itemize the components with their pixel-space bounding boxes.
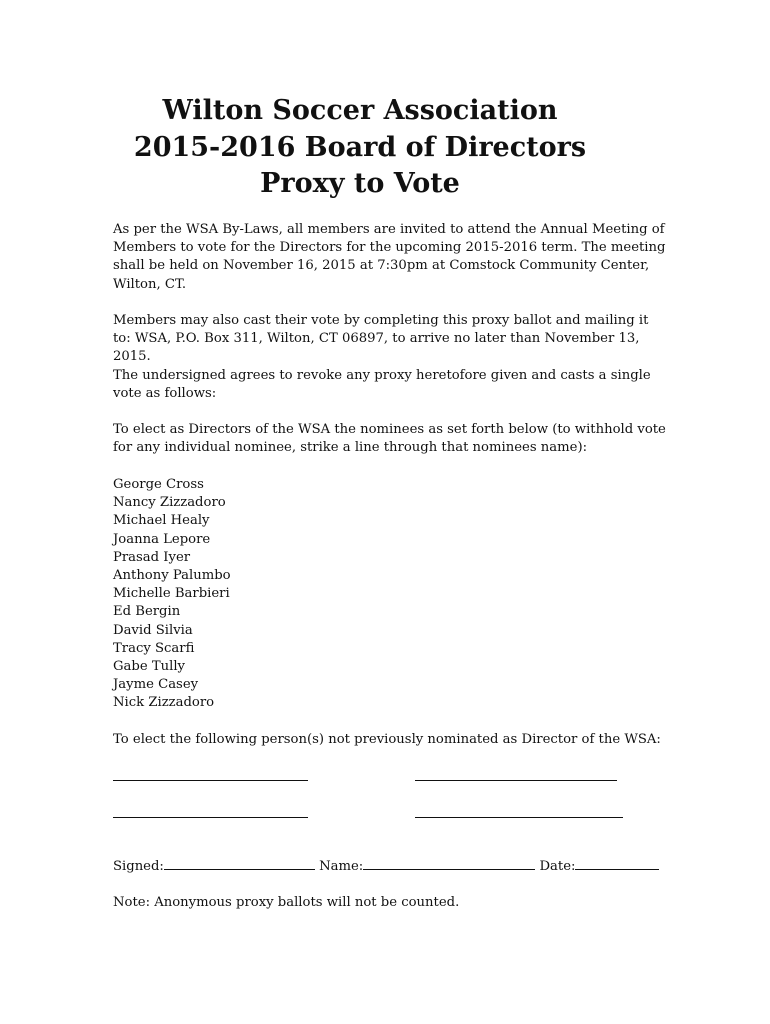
revoke-paragraph: The undersigned agrees to revoke any proxy heretofore given and casts a single vote as follows: <box>113 368 651 402</box>
nominee-name: Nancy Zizzadoro <box>113 495 226 511</box>
title-proxy: Proxy to Vote <box>260 168 460 199</box>
write-in-line-2[interactable] <box>415 780 617 781</box>
title-organization: Wilton Soccer Association <box>162 95 558 126</box>
date-label: Date: <box>539 859 576 874</box>
signed-field[interactable] <box>164 857 315 870</box>
nominee-name: Nick Zizzadoro <box>113 695 215 711</box>
write-in-line-1[interactable] <box>113 780 308 781</box>
nominee-name: Michael Healy <box>113 513 210 529</box>
signature-row <box>113 857 659 876</box>
nominee-list <box>113 476 231 713</box>
nominee-name: Jayme Casey <box>113 677 199 693</box>
signed-label: Signed: <box>113 859 164 874</box>
nominee-name: Prasad Iyer <box>113 549 191 565</box>
nominee-name: Ed Bergin <box>113 604 181 620</box>
date-field[interactable] <box>575 857 659 870</box>
intro-paragraph: As per the WSA By-Laws, all members are invited to attend the Annual Meeting of Members to vote for the Directors for the upcoming 2015-2016 term. The meeting shall be held on November 16, 2015 at 7:30pm at Comstock Community Center, Wilton, CT. <box>113 222 666 292</box>
write-in-line-3[interactable] <box>113 817 308 818</box>
nominee-name: Gabe Tully <box>113 659 186 675</box>
write-in-paragraph: To elect the following person(s) not previously nominated as Director of the WSA: <box>113 732 661 747</box>
write-in-line-4[interactable] <box>415 817 623 818</box>
name-field[interactable] <box>363 857 535 870</box>
nominee-name: David Silvia <box>113 622 193 638</box>
nominee-name: Anthony Palumbo <box>113 568 231 584</box>
document-title <box>100 93 620 203</box>
title-board-term: 2015-2016 Board of Directors <box>133 131 587 163</box>
nominee-name: George Cross <box>113 477 204 492</box>
nominee-name: Tracy Scarfi <box>113 640 195 656</box>
mailing-paragraph: Members may also cast their vote by completing this proxy ballot and mailing it to: WSA, P.O. Box 311, Wilton, CT 06897, to arrive no later than November 13, 2015. <box>113 313 649 365</box>
anonymous-note: Note: Anonymous proxy ballots will not be counted. <box>113 895 460 910</box>
elect-paragraph: To elect as Directors of the WSA the nominees as set forth below (to withhold vote for any individual nominee, strike a line through that nominees name): <box>113 422 666 456</box>
nominee-name: Joanna Lepore <box>113 531 211 547</box>
name-label: Name: <box>319 859 364 874</box>
nominee-name: Michelle Barbieri <box>113 586 230 602</box>
